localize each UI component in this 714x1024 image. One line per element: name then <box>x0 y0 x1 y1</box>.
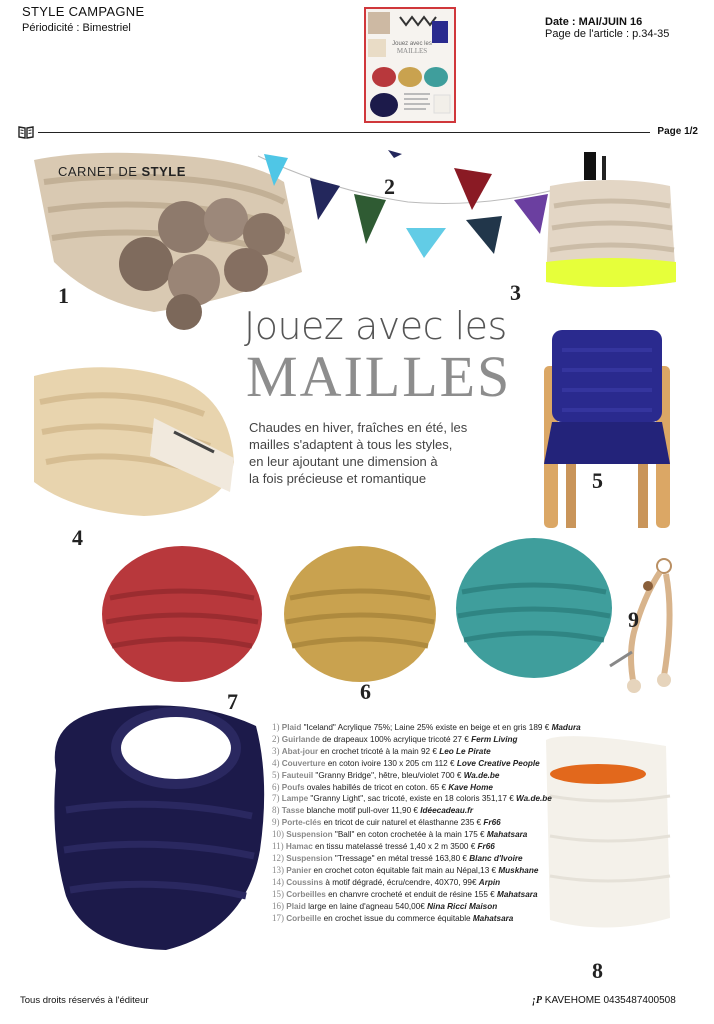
headline-line2: MAILLES <box>246 344 512 409</box>
headline-line1: Jouez avec les <box>244 304 507 348</box>
product-store: Fr66 <box>483 818 501 828</box>
article-thumbnail[interactable] <box>364 7 456 123</box>
product-store: Leo Le Pirate <box>439 746 491 756</box>
product-name: Tasse <box>281 806 305 816</box>
product-store: Love Creative People <box>456 758 540 768</box>
product-name: Abat-jour <box>281 746 319 756</box>
product-list-item: 11) Hamac en tissu matelassé tressé 1,40 x 2 m 3500 € Fr66 <box>272 841 495 852</box>
section-label-light: CARNET DE <box>58 164 142 179</box>
section-label-bold: STYLE <box>141 164 186 179</box>
photo-number-7: 7 <box>227 689 238 714</box>
product-number: 3 <box>272 745 277 756</box>
photo-number-1: 1 <box>58 283 69 308</box>
intro-line-4: la fois précieuse et romantique <box>249 471 427 486</box>
product-list-item: 4) Couverture en coton ivoire 130 x 205 cm 112 € Love Creative People <box>272 757 540 768</box>
product-name: Plaid <box>281 723 302 732</box>
product-number: 14 <box>272 876 281 887</box>
product-name: Plaid <box>286 901 306 911</box>
book-icon <box>18 125 34 139</box>
product-store: Wa.de.be <box>463 770 500 780</box>
photo-knit-lampshade <box>540 152 680 292</box>
periodicity: Périodicité : Bimestriel <box>22 22 131 34</box>
rule-line <box>38 132 650 133</box>
product-list-item: 10) Suspension "Ball" en coton crochetée à la main 175 € Mahatsara <box>272 829 528 840</box>
product-store: Arpin <box>478 877 501 887</box>
product-description: en tricot de cuir naturel et élasthanne 235 € <box>321 818 484 828</box>
press-header-right <box>545 16 669 40</box>
product-number: 15 <box>272 888 281 899</box>
product-number: 9 <box>272 817 277 828</box>
intro-line-1: Chaudes en hiver, fraîches en été, les <box>249 420 468 435</box>
product-store: Muskhane <box>498 865 539 875</box>
product-store: Kave Home <box>448 782 493 792</box>
product-list-item: 6) Poufs ovales habillés de tricot en coton. 65 € Kave Home <box>272 781 493 792</box>
photo-navy-knit-lamp <box>46 700 270 954</box>
publication-name: STYLE CAMPAGNE <box>22 4 145 19</box>
product-name: Suspension <box>286 853 333 863</box>
product-list-item: 9) Porte-clés en tricot de cuir naturel et élasthanne 235 € Fr66 <box>272 817 501 828</box>
product-description: ovales habillés de tricot en coton. 65 € <box>304 782 449 792</box>
footer-rights: Tous droits réservés à l'éditeur <box>20 995 149 1006</box>
intro-line-3: en leur ajoutant une dimension à <box>249 454 438 469</box>
photo-number-4: 4 <box>72 525 83 550</box>
press-header-left <box>22 4 144 34</box>
thumbnail-title-line2: MAILLES <box>396 47 428 55</box>
product-description: à motif dégradé, écru/cendre, 40X70, 99€ <box>323 877 479 887</box>
header-rule <box>18 125 698 141</box>
product-list-item: 3) Abat-jour en crochet tricoté à la main 92 € Leo Le Pirate <box>272 745 491 756</box>
product-name: Hamac <box>285 842 313 852</box>
product-list-item: 13) Panier en crochet coton équitable fait main au Népal,13 € Muskhane <box>272 864 539 875</box>
product-list-item: 1) Plaid "Iceland" Acrylique 75%; Laine 25% existe en beige et en gris 189 € Madura <box>272 722 581 732</box>
product-name: Lampe <box>281 794 309 804</box>
photo-knit-poufs <box>100 534 610 684</box>
product-number: 6 <box>272 781 277 792</box>
product-number: 11 <box>272 841 281 852</box>
intro-line-2: mailles s'adaptent à tous les styles, <box>249 437 453 452</box>
photo-number-5: 5 <box>592 468 603 493</box>
product-number: 1 <box>272 722 277 732</box>
product-description: en tissu matelassé tressé 1,40 x 2 m 3500 € <box>312 842 478 852</box>
intro-paragraph <box>249 419 527 487</box>
section-label <box>58 164 186 179</box>
product-list-item: 16) Plaid large en laine d'agneau 540,00€ Nina Ricci Maison <box>272 900 498 911</box>
product-description: "Iceland" Acrylique 75%; Laine 25% existe en beige et en gris 189 € <box>301 723 552 732</box>
product-number: 16 <box>272 900 281 911</box>
product-number: 8 <box>272 805 277 816</box>
product-store: Ferm Living <box>471 734 518 744</box>
product-name: Fauteuil <box>281 770 314 780</box>
product-description: en crochet tricoté à la main 92 € <box>318 746 440 756</box>
product-description: "Ball" en coton crochetée à la main 175 € <box>332 830 487 840</box>
page-indicator: Page 1/2 <box>657 126 698 137</box>
copy-mark-icon: ¡P <box>532 995 542 1006</box>
product-name: Corbeille <box>286 913 322 923</box>
photo-bunting-garland <box>258 150 554 260</box>
product-name: Porte-clés <box>281 818 322 828</box>
thumbnail-title-line1: Jouez avec les <box>392 41 432 47</box>
product-description: "Tressage" en métal tressé 163,80 € <box>332 853 470 863</box>
product-list-item: 12) Suspension "Tressage" en métal tressé 163,80 € Blanc d'Ivoire <box>272 852 523 863</box>
photo-cream-blanket <box>34 362 240 520</box>
product-list-item: 2) Guirlande de drapeaux 100% acrylique tricoté 27 € Ferm Living <box>272 733 518 744</box>
product-store: Fr66 <box>477 842 495 852</box>
product-name: Suspension <box>286 830 333 840</box>
product-store: Madura <box>551 723 581 732</box>
product-store: Mahatsara <box>486 830 528 840</box>
product-store: Mahatsara <box>497 889 538 899</box>
product-number: 4 <box>272 757 277 768</box>
product-description: en crochet issue du commerce équitable <box>321 913 473 923</box>
product-name: Poufs <box>281 782 305 792</box>
product-number: 2 <box>272 733 277 744</box>
product-description: "Granny Bridge", hêtre, bleu/violet 700 € <box>313 770 464 780</box>
issue-date: Date : MAI/JUIN 16 <box>545 16 643 28</box>
photo-keyrings <box>604 556 686 706</box>
photo-number-8: 8 <box>592 958 603 983</box>
product-list-item: 17) Corbeille en crochet issue du commerce équitable Mahatsara <box>272 912 514 923</box>
product-number: 10 <box>272 829 281 840</box>
product-list-item: 7) Lampe "Granny Light", sac tricoté, existe en 18 coloris 351,17 € Wa.de.be <box>272 793 552 804</box>
product-store: Idéecadeau.fr <box>420 806 474 816</box>
article-pages: Page de l'article : p.34-35 <box>545 28 670 40</box>
product-store: Nina Ricci Maison <box>427 901 498 911</box>
product-name: Couverture <box>281 758 326 768</box>
footer-id-text: KAVEHOME 0435487400508 <box>544 995 676 1006</box>
product-list-item: 5) Fauteuil "Granny Bridge", hêtre, bleu/violet 700 € Wa.de.be <box>272 769 500 780</box>
product-name: Guirlande <box>281 734 320 744</box>
photo-number-6: 6 <box>360 679 371 704</box>
product-name: Panier <box>286 865 312 875</box>
product-number: 17 <box>272 912 281 923</box>
photo-blue-armchair <box>538 330 676 528</box>
product-number: 12 <box>272 852 281 863</box>
product-description: de drapeaux 100% acrylique tricoté 27 € <box>319 734 472 744</box>
product-description: en chanvre crocheté et enduit de résine 155 € <box>325 889 497 899</box>
photo-number-2: 2 <box>384 174 395 199</box>
product-number: 7 <box>272 793 277 804</box>
product-store: Mahatsara <box>472 913 514 923</box>
product-store: Wa.de.be <box>516 794 552 804</box>
product-list-item: 15) Corbeilles en chanvre crocheté et enduit de résine 155 € Mahatsara <box>272 888 538 899</box>
product-store: Blanc d'Ivoire <box>469 853 523 863</box>
product-list-item: 14) Coussins à motif dégradé, écru/cendre, 40X70, 99€ Arpin <box>272 876 501 887</box>
footer-id <box>532 995 676 1006</box>
product-description: en crochet coton équitable fait main au Népal,13 € <box>311 865 499 875</box>
product-number: 13 <box>272 864 281 875</box>
product-description: en coton ivoire 130 x 205 cm 112 € <box>325 758 457 768</box>
product-description: "Granny Light", sac tricoté, existe en 18 coloris 351,17 € <box>308 794 517 804</box>
product-description: blanche motif pull-over 11,90 € <box>304 806 421 816</box>
product-number: 5 <box>272 769 277 780</box>
product-name: Coussins <box>286 877 324 887</box>
photo-number-9: 9 <box>628 607 639 632</box>
product-description: large en laine d'agneau 540,00€ <box>305 901 428 911</box>
product-list <box>272 722 581 924</box>
photo-number-3: 3 <box>510 280 521 305</box>
thumbnail-preview <box>366 9 454 121</box>
product-list-item: 8) Tasse blanche motif pull-over 11,90 € Idéecadeau.fr <box>272 805 474 816</box>
product-name: Corbeilles <box>286 889 326 899</box>
